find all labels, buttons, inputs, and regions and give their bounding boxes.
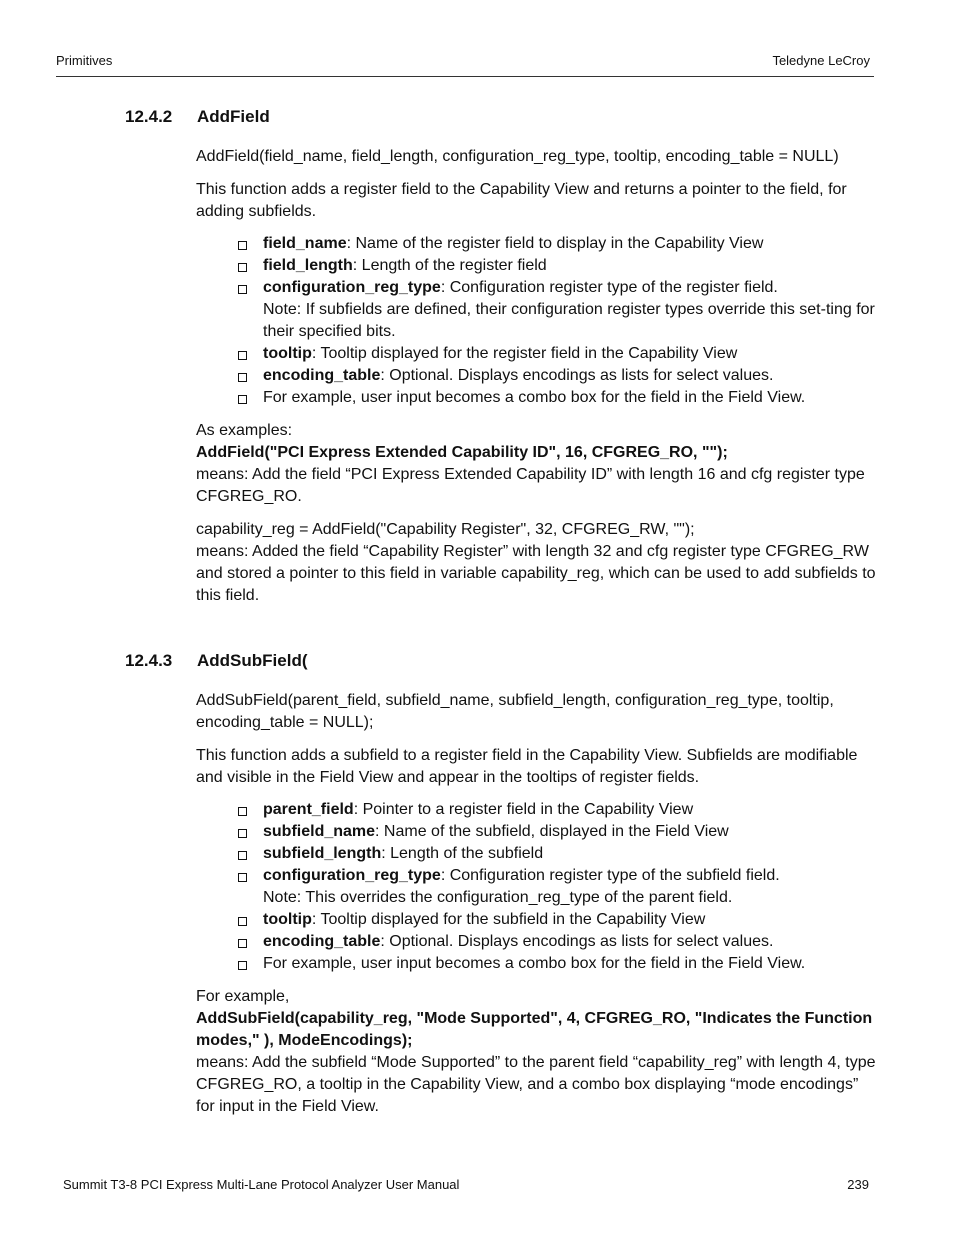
parameter-item (196, 931, 876, 953)
example-explanation-2: means: Added the field “Capability Register” with length 32 and cfg register type CFGREG_RW and stored a pointer to this field in variable capability_reg, which can be used to add subfields to this field. (196, 543, 876, 604)
parameter-name: field_name (263, 235, 347, 252)
function-description: This function adds a register field to the Capability View and returns a pointer to the field, for adding subfields. (196, 181, 847, 220)
parameter-item (196, 799, 876, 821)
parameter-item (196, 343, 876, 365)
header-company: Teledyne LeCroy (772, 53, 870, 68)
example-explanation: means: Add the field “PCI Express Extended Capability ID” with length 16 and cfg register type CFGREG_RO. (196, 466, 865, 505)
section-heading-addfield (125, 107, 270, 127)
example-code: AddField("PCI Express Extended Capability ID", 16, CFGREG_RO, ""); (196, 444, 728, 461)
parameter-name: field_length (263, 257, 353, 274)
section-title: AddSubField( (197, 651, 308, 670)
section-heading-addsubfield (125, 651, 307, 671)
parameter-note: Note: If subfields are defined, their configuration register types override this set-ting for their specified bits. (263, 301, 875, 340)
parameter-item (196, 865, 876, 909)
function-signature: AddSubField(parent_field, subfield_name, subfield_length, configuration_reg_type, tooltip, encoding_table = NULL); (196, 692, 834, 731)
section-number: 12.4.3 (125, 651, 173, 670)
parameter-name: encoding_table (263, 367, 381, 384)
parameter-description: : Length of the subfield (381, 845, 544, 862)
parameter-item (196, 953, 876, 975)
function-description: This function adds a subfield to a register field in the Capability View. Subfields are modifiable and visible in the Field View and appear in the tooltips of register fields. (196, 747, 858, 786)
parameter-description: : Name of the subfield, displayed in the Field View (375, 823, 729, 840)
parameter-description: For example, user input becomes a combo box for the field in the Field View. (263, 955, 806, 972)
example-code: AddSubField(capability_reg, "Mode Supported", 4, CFGREG_RO, "Indicates the Function modes," ), ModeEncodings); (196, 1010, 873, 1049)
parameter-name: encoding_table (263, 933, 381, 950)
parameter-description: : Configuration register type of the subfield field. (440, 867, 780, 884)
parameter-name: configuration_reg_type (263, 279, 441, 296)
parameter-description: : Optional. Displays encodings as lists for select values. (380, 933, 774, 950)
page-number: 239 (847, 1177, 869, 1192)
page-footer (63, 1177, 869, 1192)
example-code-2: capability_reg = AddField("Capability Register", 32, CFGREG_RW, ""); (196, 521, 695, 538)
parameter-description: : Tooltip displayed for the register field in the Capability View (311, 345, 738, 362)
parameter-item (196, 277, 876, 343)
page-header (56, 52, 874, 77)
parameter-description: : Length of the register field (352, 257, 547, 274)
section-body-addfield (196, 146, 876, 607)
section-body-addsubfield (196, 690, 876, 1118)
parameter-description: : Name of the register field to display in the Capability View (346, 235, 764, 252)
parameter-item (196, 365, 876, 387)
parameter-list (196, 799, 876, 975)
parameter-description: : Configuration register type of the register field. (440, 279, 778, 296)
parameter-item (196, 843, 876, 865)
parameter-item (196, 233, 876, 255)
footer-manual-title: Summit T3-8 PCI Express Multi-Lane Protocol Analyzer User Manual (63, 1177, 460, 1192)
parameter-description: : Optional. Displays encodings as lists for select values. (380, 367, 774, 384)
parameter-note: Note: This overrides the configuration_reg_type of the parent field. (263, 889, 733, 906)
header-section: Primitives (56, 53, 113, 68)
parameter-description: : Tooltip displayed for the subfield in the Capability View (311, 911, 706, 928)
example-intro: For example, (196, 988, 290, 1005)
parameter-list (196, 233, 876, 409)
example-explanation: means: Add the subfield “Mode Supported” to the parent field “capability_reg” with length 4, type CFGREG_RO, a tooltip in the Capability View, and a combo box displaying “mode encodings” for input in the Field View. (196, 1054, 876, 1115)
parameter-description: : Pointer to a register field in the Capability View (353, 801, 694, 818)
parameter-name: configuration_reg_type (263, 867, 441, 884)
parameter-description: For example, user input becomes a combo box for the field in the Field View. (263, 389, 806, 406)
parameter-name: subfield_length (263, 845, 382, 862)
parameter-item (196, 909, 876, 931)
parameter-name: subfield_name (263, 823, 376, 840)
section-title: AddField (197, 107, 270, 126)
parameter-item (196, 387, 876, 409)
function-signature: AddField(field_name, field_length, configuration_reg_type, tooltip, encoding_table = NULL) (196, 148, 839, 165)
parameter-item (196, 821, 876, 843)
parameter-name: parent_field (263, 801, 354, 818)
parameter-name: tooltip (263, 345, 312, 362)
parameter-item (196, 255, 876, 277)
parameter-name: tooltip (263, 911, 312, 928)
section-number: 12.4.2 (125, 107, 173, 126)
examples-intro: As examples: (196, 422, 293, 439)
